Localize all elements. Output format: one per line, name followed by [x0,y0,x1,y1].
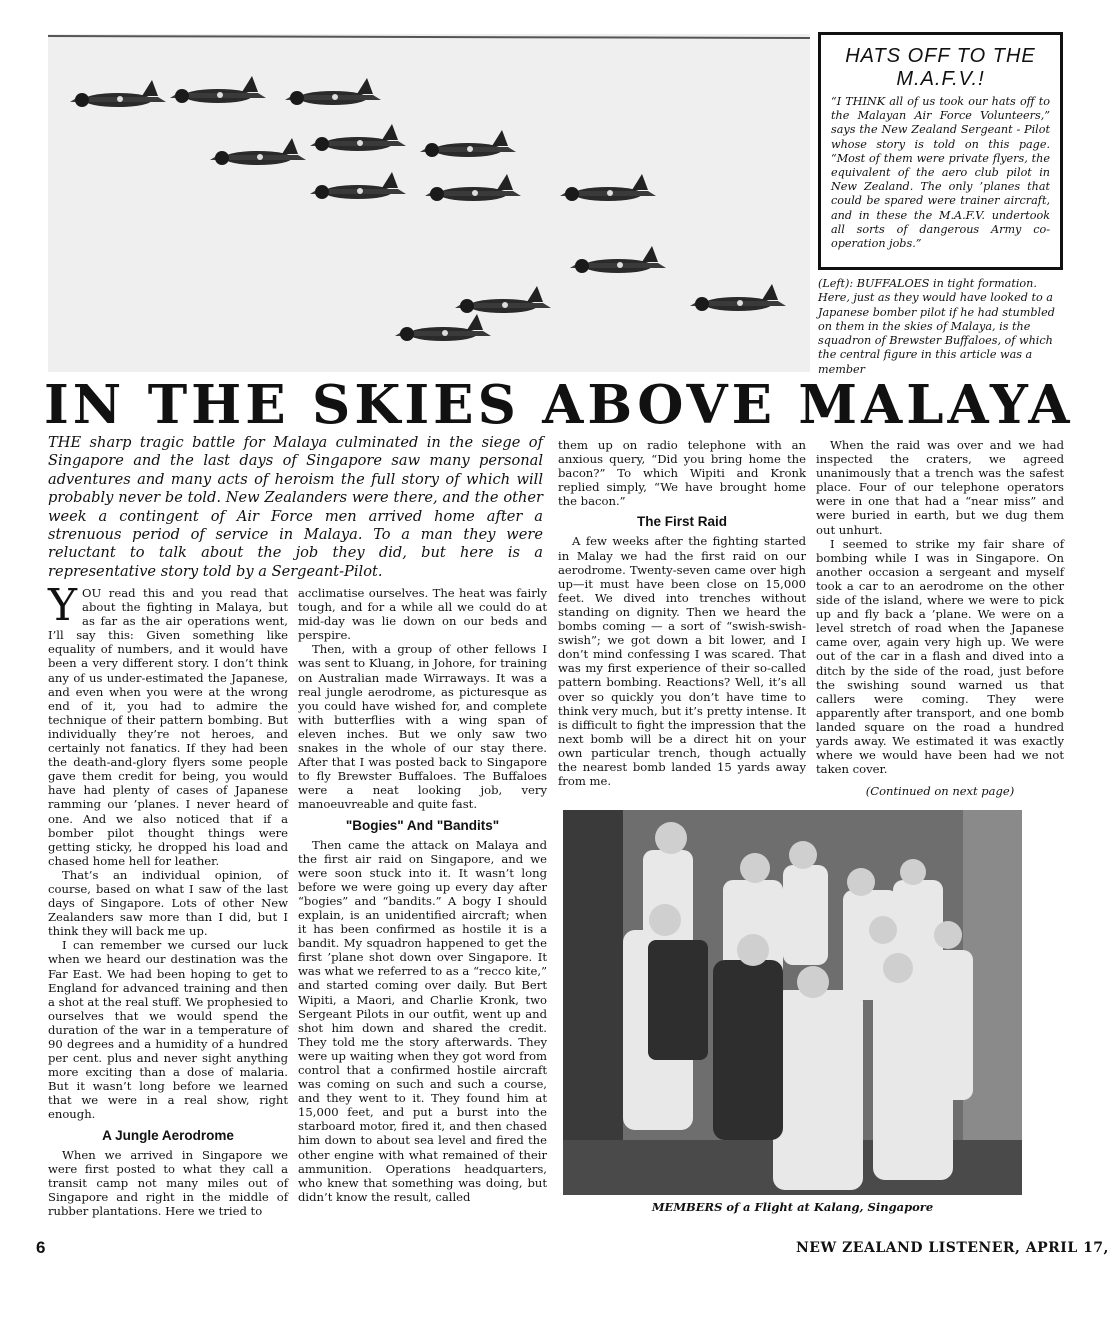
drop-cap: Y [48,580,78,631]
aircraft-photo-caption: (Left): BUFFALOES in tight formation. Here, just as they would have looked to a Japanese bomber pilot if he had stumbled on them in the skies of Malaya, is the squadron of Brewster Buffaloes, of which the central figure in this article was a member [818,277,1055,376]
article-paragraph: That’s an individual opinion, of course, based on what I saw of the last days of Singapore. Lots of other New Zealanders saw more than I did, but I think they will back me up. [48,867,288,939]
group-photo [563,810,1022,1195]
article-paragraph: When we arrived in Singapore we were first posted to what they call a transit camp not many miles out of Singapore and right in the middle of rubber plantations. Here we tried to [48,1147,288,1218]
article-column-4 [816,438,1064,798]
aircraft-formation-photo [48,34,810,372]
article-paragraph: them up on radio telephone with an anxious query, “Did you bring home the bacon?” To which Wipiti and Kronk replied simply, “We have brought home the bacon.” [558,438,806,509]
subheading-jungle-aerodrome: A Jungle Aerodrome [102,1127,234,1143]
article-paragraph: A few weeks after the fighting started in Malay we had the first raid on our aerodrome. Twenty-seven came over high up—it must have been close on 15,000 feet. We dived into trenches without standing on dignity. Then we heard the bombs coming — a sort of “swish-swish-swish”; we got down a bit lower, and I don’t mind confessing I was scared. That was my first experience of their so-called pattern bombing. Reactions? Well, it’s all over so quickly you don’t have time to think very much, but it’s pretty intense. It is difficult to fight the impression that the next bomb will be a direct hit on your own particular trench, though actually the nearest bomb landed 15 yards away from me. [558,534,806,789]
sidebar-title [831,45,1050,91]
publication-footer: NEW ZEALAND LISTENER, APRIL 17, [796,1240,1109,1256]
headline: IN THE SKIES ABOVE MALAYA [44,374,1074,436]
sidebar-text: “I THINK all of us took our hats off to the Malayan Air Force Volunteers,” says the New Zealand Sergeant - Pilot whose story is told on this page. “Most of them were private flyers, the equivalent of the aero club pilot in New Zealand. The only ’planes that could be spared were trainer aircraft, and in these the M.A.F.V. undertook all sorts of dangerous Army co-operation jobs.” [831,95,1050,251]
intro-paragraph: THE sharp tragic battle for Malaya culminated in the siege of Singapore and the last days of Singapore saw many personal adventures and many acts of heroism the full story of which will probably never be told. New Zealanders were there, and the other week a contingent of Air Force men arrived home after a strenuous period of service in Malaya. To a man they were reluctant to talk about the job they did, but here is a representative story told by a Sergeant-Pilot. [48,434,543,580]
sidebar-title-line2: M.A.F.V.! [896,68,985,90]
article-paragraph: acclimatise ourselves. The heat was fairly tough, and for a while all we could do at mid-day was lie down on our beds and perspire. [298,586,547,643]
continued-note: (Continued on next page) [865,784,1015,799]
article-column-3 [558,438,806,788]
article-paragraph: When the raid was over and we had inspected the craters, we agreed unanimously that a trench was the safest place. Four of our telephone operators were in one that had a “near miss” and were buried in earth, but we dug them out unhurt. [816,438,1064,537]
subheading-bogies-bandits: "Bogies" And "Bandits" [345,817,500,833]
article-paragraph: I seemed to strike my fair share of bombing while I was in Singapore. On another occasion a sergeant and myself took a car to an aerodrome on the other side of the island, where we were to pick up and fly back a ’plane. We were on a level stretch of road when the Japanese came over, again very high up. We were out of the car in a flash and dived into a ditch by the side of the road, just before the swishing sound warned us that callers were coming. They were apparently after transport, and one bomb landed square on the road a hundred yards away. We estimated it was exactly where we would have been had we not taken cover. [816,536,1064,777]
sidebar-title-line1: HATS OFF TO THE [845,45,1036,67]
page-number: 6 [36,1238,46,1257]
group-photo-caption: MEMBERS of a Flight at Kalang, Singapore [651,1200,934,1214]
subheading-first-raid: The First Raid [636,514,727,530]
article-column-1 [48,580,288,1218]
article-paragraph: Then, with a group of other fellows I was sent to Kluang, in Johore, for training on Australian made Wirraways. It was a real jungle aerodrome, as picturesque as you could have wished for, and complete with butterflies with a wing span of eleven inches. But we only saw two snakes in the whole of our stay there. After that I was posted back to Singapore to fly Brewster Buffaloes. The Buffaloes were a neat looking job, very manoeuvreable and quite fast. [298,642,547,812]
article-paragraph: YOU read this and you read that about the fighting in Malaya, but as far as the air operations went, I’ll say this: Given something like equality of numbers, and it would have been a very different story. I don’t think any of us under-estimated the Japanese, and even when you were at the wrong end of it, you had to admire the technique of their pattern bombing. But individually they’re not heroes, and certainly not fanatics. If they had been the death-and-glory flyers some people gave them credit for being, you would have had plenty of cases of Japanese ramming our ’planes. I never heard of one. And we also noticed that if a bomber pilot thought things were getting sticky, he dropped his load and chased home hell for leather. [48,580,288,868]
article-paragraph: Then came the attack on Malaya and the first air raid on Singapore, and we were soon stuck into it. It wasn’t long before we were going up every day after “bogies” and “bandits.” A bogy I should explain, is an unidentified aircraft; when it has been confirmed as hostile it is a bandit. My squadron happened to get the first ’plane shot down over Singapore. It was what we referred to as a “recco kite,” and started coming over daily. But Bert Wipiti, a Maori, and Charlie Kronk, two Sergeant Pilots in our outfit, went up and shot him down and shared the credit. They told me the story afterwards. They were up waiting when they got word from control that a confirmed hostile aircraft was coming on such and such a course, and they went to it. They found him at 15,000 feet, and put a burst into the starboard motor, fired it, and then chased him down to about sea level and fired the other engine with what remained of their ammunition. Operations headquarters, who knew that something was doing, but didn’t know the result, called [298,837,547,1204]
article-column-2 [298,586,547,1204]
sidebar-box [818,32,1063,270]
article-paragraph: I can remember we cursed our luck when we heard our destination was the Far East. We had been hoping to get to England for advanced training and then a shot at the real stuff. We prophesied to ourselves that we would spend the duration of the war in a temperature of 90 degrees and a humidity of a hundred per cent. plus and never sight anything more exciting than a dose of malaria. But it wasn’t long before we learned that we were in a real show, right enough. [48,938,288,1122]
